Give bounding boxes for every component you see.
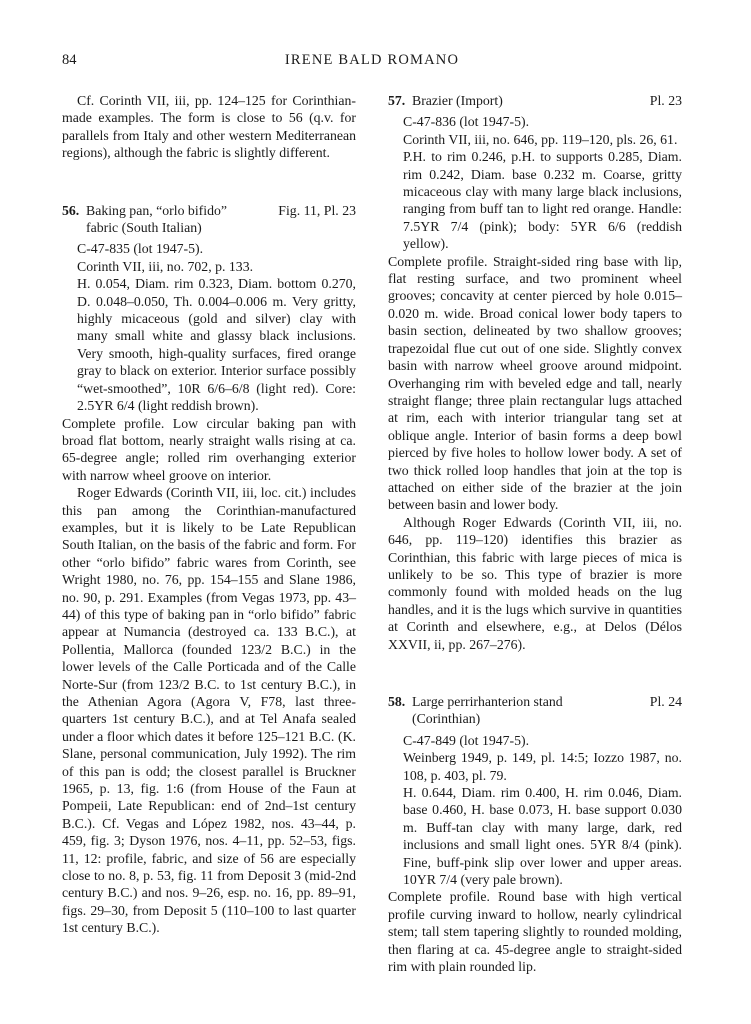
intro-paragraph: Cf. Corinth VII, iii, pp. 124–125 for Corinthian-made examples. The form is close to 56 (q.v. for parallels from Italy and other western Mediterranean regions), although the fabric is slightly different.	[62, 93, 356, 161]
entry-57-number: 57.	[388, 93, 406, 108]
entry-57-discussion: Although Roger Edwards (Corinth VII, iii, no. 646, pp. 119–120) identifies this brazier as Corinthian, this fabric with large pieces of mica is unlikely to be so. This type of brazier is more commonly found with molded heads on the lug handles, and it is the lugs which survive in quantities at Corinth and elsewhere, e.g., at Delos (Délos XXVII, ii, pp. 267–276).	[388, 514, 682, 652]
entry-57-plate-ref: Pl. 23	[649, 93, 682, 108]
entry-57-inventory: C-47-836 (lot 1947-5).	[403, 114, 530, 130]
entry-56-heading	[62, 202, 356, 237]
running-head	[62, 52, 682, 72]
entry-56-figure-ref: Fig. 11, Pl. 23	[278, 202, 356, 218]
entry-56-profile: Complete profile. Low circular baking pan with broad flat bottom, nearly straight walls rising at ca. 65-degree angle; rolled rim overhanging exterior with narrow wheel groove on interior.	[62, 415, 356, 483]
entry-56-number: 56.	[62, 202, 80, 218]
entry-58-number: 58.	[388, 694, 406, 709]
entry-58-title: Large perrirhanterion stand	[412, 694, 563, 709]
entry-56-title: Baking pan, “orlo bifido”	[86, 202, 228, 218]
page-number: 84	[62, 52, 77, 68]
entry-58-plate-ref: Pl. 24	[649, 694, 682, 709]
entry-57-description: P.H. to rim 0.246, p.H. to supports 0.285, Diam. rim 0.242, Diam. base 0.232 m. Coarse, gritty micaceous clay with many large black inclusions, ranging from buff tan to light red orange. Handle: 7.5YR 7/4 (pink); body: 5YR 6/6 (reddish yellow).	[403, 149, 682, 252]
entry-58-subtitle: (Corinthian)	[412, 711, 481, 727]
entry-58-heading	[388, 693, 682, 728]
running-author: IRENE BALD ROMANO	[284, 52, 460, 68]
entry-56-subtitle: fabric (South Italian)	[86, 220, 202, 236]
entry-56-inventory: C-47-835 (lot 1947-5).	[77, 241, 204, 257]
entry-56-discussion: Roger Edwards (Corinth VII, iii, loc. cit.) includes this pan among the Corinthian-manufactured examples, but it is likely to be Late Republican South Italian, on the basis of the fabric and form. For other “orlo bifido” fabric wares from Corinth, see Wright 1980, no. 76, pp. 154–155 and Slane 1986, no. 90, p. 291. Examples (from Vegas 1973, pp. 43–44) of this type of baking pan in “orlo bifido” fabric appear at Numancia (destroyed ca. 133 B.C.), at Pollentia, Mallorca (founded 123/2 B.C.) in the lower levels of the Calle Porticada and of the Calle Norte-Sur (from 123/2 B.C. to 1st century B.C.), in the Athenian Agora (Agora V, F78, last three-quarters 1st century B.C.), and at Tel Anafa sealed under a floor which dates it before 125–121 B.C. (K. Slane, personal communication, July 1992). The rim of this pan is odd; the closest parallel is Bruckner 1965, p. 13, fig. 1:6 (from House of the Faun at Pompeii, Late Republican: end of 2nd–1st century B.C.). Cf. Vegas and López 1982, nos. 43–44, p. 459, fig. 3; Dyson 1976, nos. 4–11, pp. 52–53, figs. 11, 12: profile, fabric, and size of 56 are especially close to no. 8, p. 53, fig. 11 from Deposit 3 (mid-2nd century B.C.) and nos. 9–26, esp. no. 16, pp. 89–91, figs. 29–30, from Deposit 5 (110–100 to last quarter 1st century B.C.).	[62, 485, 356, 936]
entry-57-heading	[388, 92, 682, 109]
left-column	[62, 92, 356, 937]
entry-57-profile: Complete profile. Straight-sided ring base with lip, flat resting surface, and two prominent wheel grooves; concavity at center pierced by hole 0.015–0.020 m. wide. Broad conical lower body tapers to basin section, delineated by two shallow grooves; trapezoidal flue cut out of one side. Slightly convex basin with narrow wheel groove around midpoint. Overhanging rim with beveled edge and tall, nearly straight flange; three plain rectangular lugs attached at rim, each with interior triangular tang set at oblique angle. Interior of basin forms a deep bowl pierced by five holes to hollow lower body. A set of two thick rolled loop handles that join at the top is attached on either side of the brazier at the join between basin and lower body.	[388, 253, 682, 513]
entry-58-profile: Complete profile. Round base with high vertical profile curving inward to hollow, nearly cylindrical stem; tall stem tapering slightly to rounded molding, then flaring at ca. 45-degree angle to straight-sided rim with plain rounded lip.	[388, 889, 682, 975]
entry-57-title: Brazier (Import)	[412, 93, 503, 108]
right-column	[388, 92, 682, 976]
entry-56-description: H. 0.054, Diam. rim 0.323, Diam. bottom 0.270, D. 0.048–0.050, Th. 0.004–0.006 m. Very gritty, highly micaceous (gold and silver) clay with many small white and glassy black inclusions. Very smooth, high-quality surfaces, fired orange gray to black on exterior. Interior surface possibly “wet-smoothed”, 10R 6/6–6/8 (light red). Core: 2.5YR 6/4 (light reddish brown).	[77, 276, 356, 414]
entry-58-bibliography: Weinberg 1949, p. 149, pl. 14:5; Iozzo 1987, no. 108, p. 403, pl. 79.	[403, 750, 682, 783]
entry-56-bibliography: Corinth VII, iii, no. 702, p. 133.	[77, 258, 254, 274]
entry-58-description: H. 0.644, Diam. rim 0.400, H. rim 0.046, Diam. base 0.460, H. base 0.073, H. base support 0.030 m. Buff-tan clay with many large, dark, red inclusions and small light ones. 5YR 8/4 (pink). Fine, buff-pink slip over lower and upper areas. 10YR 7/4 (very pale brown).	[403, 785, 682, 888]
entry-57-bibliography: Corinth VII, iii, no. 646, pp. 119–120, pls. 26, 61.	[403, 131, 678, 147]
entry-58-inventory: C-47-849 (lot 1947-5).	[403, 732, 530, 748]
